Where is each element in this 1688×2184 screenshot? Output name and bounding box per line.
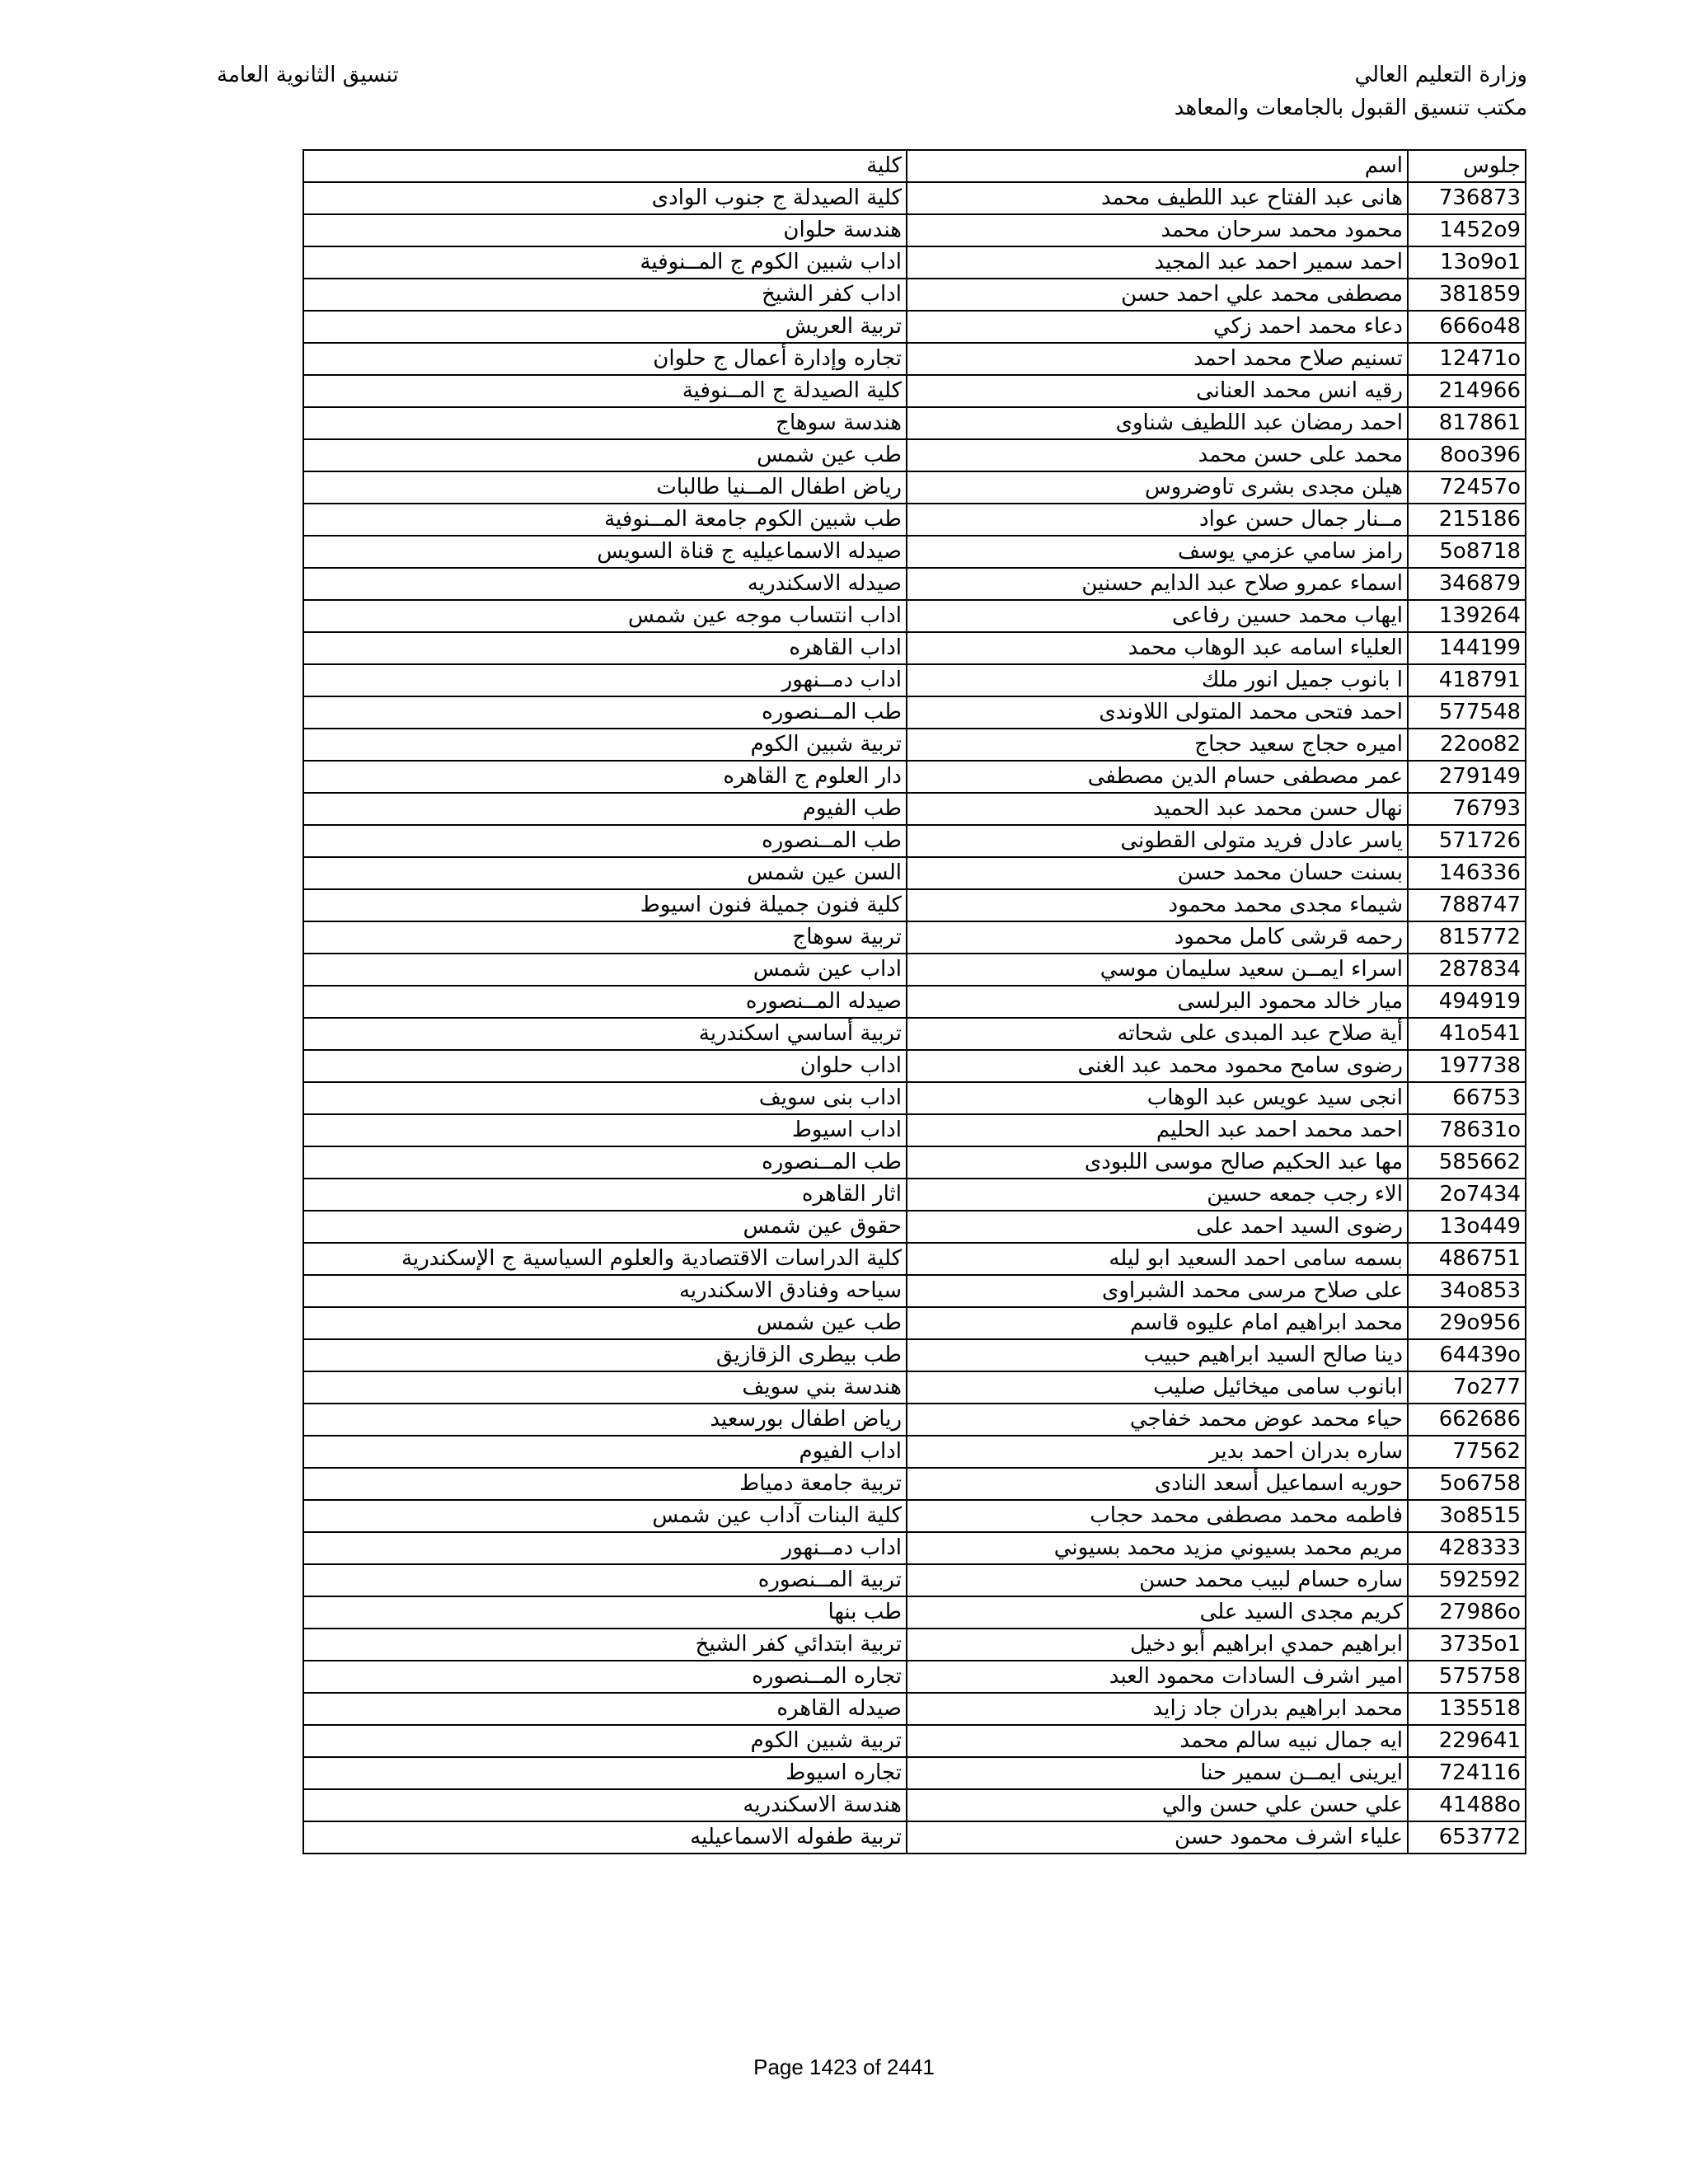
faculty-cell: طب المــنصوره bbox=[303, 696, 907, 729]
student-name-cell: دعاء محمد احمد زكي bbox=[907, 311, 1408, 343]
table-row bbox=[303, 279, 1526, 311]
seat-number-cell: 5o8718 bbox=[1408, 536, 1526, 568]
faculty-cell: كلية فنون جميلة فنون اسيوط bbox=[303, 889, 907, 921]
faculty-cell: طب بيطرى الزقازيق bbox=[303, 1339, 907, 1371]
seat-number-cell: 8oo396 bbox=[1408, 439, 1526, 471]
faculty-cell: تجاره المــنصوره bbox=[303, 1661, 907, 1693]
table-row bbox=[303, 793, 1526, 825]
table-row bbox=[303, 1114, 1526, 1146]
student-name-cell: ساره بدران احمد بدير bbox=[907, 1436, 1408, 1468]
student-name-cell: ا بانوب جميل انور ملك bbox=[907, 664, 1408, 696]
student-name-cell: حوريه اسماعيل أسعد النادى bbox=[907, 1468, 1408, 1500]
faculty-cell: تربية طفوله الاسماعيليه bbox=[303, 1821, 907, 1854]
student-name-cell: شيماء مجدى محمد محمود bbox=[907, 889, 1408, 921]
faculty-cell: رياض اطفال المــنيا طالبات bbox=[303, 471, 907, 504]
faculty-cell: اداب كفر الشيخ bbox=[303, 279, 907, 311]
student-name-cell: اميره حجاج سعيد حجاج bbox=[907, 729, 1408, 761]
table-row bbox=[303, 1371, 1526, 1404]
student-name-cell: رحمه قرشى كامل محمود bbox=[907, 921, 1408, 954]
student-name-cell: ايهاب محمد حسين رفاعى bbox=[907, 600, 1408, 632]
student-name-cell: اسراء ايمــن سعيد سليمان موسي bbox=[907, 954, 1408, 986]
faculty-cell: اداب انتساب موجه عين شمس bbox=[303, 600, 907, 632]
table-row bbox=[303, 1179, 1526, 1211]
seat-number-cell: 494919 bbox=[1408, 986, 1526, 1018]
seat-number-cell: 135518 bbox=[1408, 1693, 1526, 1725]
seat-number-cell: 66753 bbox=[1408, 1082, 1526, 1114]
faculty-cell: تجاره اسيوط bbox=[303, 1757, 907, 1789]
faculty-cell: حقوق عين شمس bbox=[303, 1211, 907, 1243]
faculty-cell: طب عين شمس bbox=[303, 1307, 907, 1339]
header-name: اسم bbox=[907, 150, 1408, 182]
student-name-cell: بسمه سامى احمد السعيد ابو ليله bbox=[907, 1243, 1408, 1275]
table-row bbox=[303, 729, 1526, 761]
seat-number-cell: 29o956 bbox=[1408, 1307, 1526, 1339]
student-name-cell: بسنت حسان محمد حسن bbox=[907, 857, 1408, 889]
table-row bbox=[303, 1307, 1526, 1339]
student-name-cell: ساره حسام لبيب محمد حسن bbox=[907, 1564, 1408, 1596]
table-row bbox=[303, 1693, 1526, 1725]
faculty-cell: كلية الصيدلة ج جنوب الوادى bbox=[303, 182, 907, 214]
student-name-cell: هيلن مجدى بشرى تاوضروس bbox=[907, 471, 1408, 504]
student-name-cell: رضوى السيد احمد على bbox=[907, 1211, 1408, 1243]
table-row bbox=[303, 761, 1526, 793]
faculty-cell: طب الفيوم bbox=[303, 793, 907, 825]
faculty-cell: صيدله المــنصوره bbox=[303, 986, 907, 1018]
faculty-cell: رياض اطفال بورسعيد bbox=[303, 1404, 907, 1436]
faculty-cell: تربية العريش bbox=[303, 311, 907, 343]
table-row bbox=[303, 825, 1526, 857]
table-row bbox=[303, 1725, 1526, 1757]
seat-number-cell: 197738 bbox=[1408, 1050, 1526, 1082]
student-name-cell: رامز سامي عزمي يوسف bbox=[907, 536, 1408, 568]
seat-number-cell: 653772 bbox=[1408, 1821, 1526, 1854]
seat-number-cell: 571726 bbox=[1408, 825, 1526, 857]
faculty-cell: كلية البنات آداب عين شمس bbox=[303, 1500, 907, 1532]
faculty-cell: كلية الدراسات الاقتصادية والعلوم السياسية ج الإسكندرية bbox=[303, 1243, 907, 1275]
student-name-cell: اسماء عمرو صلاح عبد الدايم حسنين bbox=[907, 568, 1408, 600]
student-name-cell: احمد رمضان عبد اللطيف شناوى bbox=[907, 407, 1408, 439]
table-row bbox=[303, 1436, 1526, 1468]
seat-number-cell: 815772 bbox=[1408, 921, 1526, 954]
student-name-cell: ايه جمال نبيه سالم محمد bbox=[907, 1725, 1408, 1757]
seat-number-cell: 287834 bbox=[1408, 954, 1526, 986]
table-row bbox=[303, 1211, 1526, 1243]
faculty-cell: تربية شبين الكوم bbox=[303, 1725, 907, 1757]
student-name-cell: احمد سمير احمد عبد المجيد bbox=[907, 246, 1408, 279]
student-name-cell: رقيه انس محمد العنانى bbox=[907, 375, 1408, 407]
faculty-cell: كلية الصيدلة ج المــنوفية bbox=[303, 375, 907, 407]
faculty-cell: تربية شبين الكوم bbox=[303, 729, 907, 761]
table-row bbox=[303, 1821, 1526, 1854]
student-name-cell: مــنار جمال حسن عواد bbox=[907, 504, 1408, 536]
seat-number-cell: 2o7434 bbox=[1408, 1179, 1526, 1211]
seat-number-cell: 788747 bbox=[1408, 889, 1526, 921]
table-row bbox=[303, 407, 1526, 439]
table-row bbox=[303, 1532, 1526, 1564]
seat-number-cell: 27986o bbox=[1408, 1596, 1526, 1629]
seat-number-cell: 64439o bbox=[1408, 1339, 1526, 1371]
seat-number-cell: 139264 bbox=[1408, 600, 1526, 632]
faculty-cell: تربية جامعة دمياط bbox=[303, 1468, 907, 1500]
seat-number-cell: 346879 bbox=[1408, 568, 1526, 600]
student-name-cell: حياء محمد عوض محمد خفاجي bbox=[907, 1404, 1408, 1436]
seat-number-cell: 3735o1 bbox=[1408, 1629, 1526, 1661]
table-row bbox=[303, 1018, 1526, 1050]
seat-number-cell: 41488o bbox=[1408, 1789, 1526, 1821]
seat-number-cell: 78631o bbox=[1408, 1114, 1526, 1146]
student-name-cell: نهال حسن محمد عبد الحميد bbox=[907, 793, 1408, 825]
student-name-cell: ابراهيم حمدي ابراهيم أبو دخيل bbox=[907, 1629, 1408, 1661]
table-row bbox=[303, 214, 1526, 246]
faculty-cell: اداب دمــنهور bbox=[303, 1532, 907, 1564]
seat-number-cell: 76793 bbox=[1408, 793, 1526, 825]
seat-number-cell: 144199 bbox=[1408, 632, 1526, 664]
student-name-cell: تسنيم صلاح محمد احمد bbox=[907, 343, 1408, 375]
table-row bbox=[303, 1629, 1526, 1661]
seat-number-cell: 575758 bbox=[1408, 1661, 1526, 1693]
student-name-cell: احمد فتحى محمد المتولى اللاوندى bbox=[907, 696, 1408, 729]
student-name-cell: محمد ابراهيم امام عليوه قاسم bbox=[907, 1307, 1408, 1339]
faculty-cell: صيدله الاسماعيليه ج قناة السويس bbox=[303, 536, 907, 568]
faculty-cell: سياحه وفنادق الاسكندريه bbox=[303, 1275, 907, 1307]
table-row bbox=[303, 1243, 1526, 1275]
table-row bbox=[303, 954, 1526, 986]
table-row bbox=[303, 921, 1526, 954]
seat-number-cell: 7o277 bbox=[1408, 1371, 1526, 1404]
table-body bbox=[303, 182, 1526, 1854]
table-row bbox=[303, 664, 1526, 696]
faculty-cell: صيدله الاسكندريه bbox=[303, 568, 907, 600]
seat-number-cell: 41o541 bbox=[1408, 1018, 1526, 1050]
faculty-cell: اثار القاهره bbox=[303, 1179, 907, 1211]
faculty-cell: اداب بنى سويف bbox=[303, 1082, 907, 1114]
seat-number-cell: 279149 bbox=[1408, 761, 1526, 793]
seat-number-cell: 5o6758 bbox=[1408, 1468, 1526, 1500]
faculty-cell: طب المــنصوره bbox=[303, 825, 907, 857]
student-name-cell: علي حسن علي حسن والي bbox=[907, 1789, 1408, 1821]
student-name-cell: ايرينى ايمــن سمير حنا bbox=[907, 1757, 1408, 1789]
table-row bbox=[303, 1468, 1526, 1500]
faculty-cell: طب شبين الكوم جامعة المــنوفية bbox=[303, 504, 907, 536]
seat-number-cell: 418791 bbox=[1408, 664, 1526, 696]
student-name-cell: احمد محمد احمد عبد الحليم bbox=[907, 1114, 1408, 1146]
seat-number-cell: 736873 bbox=[1408, 182, 1526, 214]
seat-number-cell: 724116 bbox=[1408, 1757, 1526, 1789]
table-row bbox=[303, 504, 1526, 536]
student-name-cell: عمر مصطفى حسام الدين مصطفى bbox=[907, 761, 1408, 793]
student-name-cell: ميار خالد محمود البرلسى bbox=[907, 986, 1408, 1018]
seat-number-cell: 13o9o1 bbox=[1408, 246, 1526, 279]
faculty-cell: السن عين شمس bbox=[303, 857, 907, 889]
seat-number-cell: 12471o bbox=[1408, 343, 1526, 375]
table-row bbox=[303, 246, 1526, 279]
seat-number-cell: 229641 bbox=[1408, 1725, 1526, 1757]
table-header-row bbox=[303, 150, 1526, 182]
seat-number-cell: 34o853 bbox=[1408, 1275, 1526, 1307]
seat-number-cell: 1452o9 bbox=[1408, 214, 1526, 246]
faculty-cell: اداب حلوان bbox=[303, 1050, 907, 1082]
table-row bbox=[303, 696, 1526, 729]
header-faculty: كلية bbox=[303, 150, 907, 182]
results-table bbox=[302, 149, 1526, 1854]
faculty-cell: دار العلوم ج القاهره bbox=[303, 761, 907, 793]
header-seat-number: جلوس bbox=[1408, 150, 1526, 182]
student-name-cell: مها عبد الحكيم صالح موسى اللبودى bbox=[907, 1146, 1408, 1179]
student-name-cell: انجى سيد عويس عبد الوهاب bbox=[907, 1082, 1408, 1114]
faculty-cell: تربية أساسي اسكندرية bbox=[303, 1018, 907, 1050]
seat-number-cell: 577548 bbox=[1408, 696, 1526, 729]
table-row bbox=[303, 536, 1526, 568]
table-row bbox=[303, 857, 1526, 889]
office-title: مكتب تنسيق القبول بالجامعات والمعاهد bbox=[1174, 96, 1527, 120]
seat-number-cell: 13o449 bbox=[1408, 1211, 1526, 1243]
faculty-cell: اداب القاهره bbox=[303, 632, 907, 664]
student-name-cell: الاء رجب جمعه حسين bbox=[907, 1179, 1408, 1211]
table-row bbox=[303, 1500, 1526, 1532]
table-row bbox=[303, 568, 1526, 600]
page-number: Page 1423 of 2441 bbox=[753, 2055, 935, 2079]
student-name-cell: ابانوب سامى ميخائيل صليب bbox=[907, 1371, 1408, 1404]
seat-number-cell: 146336 bbox=[1408, 857, 1526, 889]
table-row bbox=[303, 471, 1526, 504]
seat-number-cell: 662686 bbox=[1408, 1404, 1526, 1436]
table-row bbox=[303, 1082, 1526, 1114]
student-name-cell: هانى عبد الفتاح عبد اللطيف محمد bbox=[907, 182, 1408, 214]
seat-number-cell: 215186 bbox=[1408, 504, 1526, 536]
seat-number-cell: 214966 bbox=[1408, 375, 1526, 407]
student-name-cell: ياسر عادل فريد متولى القطونى bbox=[907, 825, 1408, 857]
seat-number-cell: 77562 bbox=[1408, 1436, 1526, 1468]
student-name-cell: امير اشرف السادات محمود العبد bbox=[907, 1661, 1408, 1693]
student-name-cell: رضوى سامح محمود محمد عبد الغنى bbox=[907, 1050, 1408, 1082]
table-row bbox=[303, 600, 1526, 632]
student-name-cell: محمود محمد سرحان محمد bbox=[907, 214, 1408, 246]
seat-number-cell: 428333 bbox=[1408, 1532, 1526, 1564]
table-row bbox=[303, 1050, 1526, 1082]
table-row bbox=[303, 1661, 1526, 1693]
student-name-cell: محمد ابراهيم بدران جاد زايد bbox=[907, 1693, 1408, 1725]
faculty-cell: اداب عين شمس bbox=[303, 954, 907, 986]
table-row bbox=[303, 1564, 1526, 1596]
student-name-cell: فاطمه محمد مصطفى محمد حجاب bbox=[907, 1500, 1408, 1532]
table-row bbox=[303, 632, 1526, 664]
table-row bbox=[303, 1339, 1526, 1371]
student-name-cell: العلياء اسامه عبد الوهاب محمد bbox=[907, 632, 1408, 664]
table-row bbox=[303, 889, 1526, 921]
table-row bbox=[303, 1757, 1526, 1789]
ministry-title: وزارة التعليم العالي bbox=[1354, 63, 1527, 87]
faculty-cell: اداب شبين الكوم ج المــنوفية bbox=[303, 246, 907, 279]
table-row bbox=[303, 1275, 1526, 1307]
table-row bbox=[303, 343, 1526, 375]
table-row bbox=[303, 986, 1526, 1018]
faculty-cell: طب عين شمس bbox=[303, 439, 907, 471]
table-row bbox=[303, 1596, 1526, 1629]
faculty-cell: هندسة بني سويف bbox=[303, 1371, 907, 1404]
seat-number-cell: 486751 bbox=[1408, 1243, 1526, 1275]
seat-number-cell: 3o8515 bbox=[1408, 1500, 1526, 1532]
student-name-cell: أية صلاح عبد المبدى على شحاته bbox=[907, 1018, 1408, 1050]
table-row bbox=[303, 1404, 1526, 1436]
table-row bbox=[303, 311, 1526, 343]
faculty-cell: هندسة حلوان bbox=[303, 214, 907, 246]
faculty-cell: تربية ابتدائي كفر الشيخ bbox=[303, 1629, 907, 1661]
student-name-cell: محمد على حسن محمد bbox=[907, 439, 1408, 471]
table-row bbox=[303, 182, 1526, 214]
faculty-cell: تربية المــنصوره bbox=[303, 1564, 907, 1596]
faculty-cell: اداب اسيوط bbox=[303, 1114, 907, 1146]
system-title: تنسيق الثانوية العامة bbox=[217, 63, 399, 87]
table-row bbox=[303, 1789, 1526, 1821]
seat-number-cell: 666o48 bbox=[1408, 311, 1526, 343]
seat-number-cell: 22oo82 bbox=[1408, 729, 1526, 761]
seat-number-cell: 72457o bbox=[1408, 471, 1526, 504]
student-name-cell: كريم مجدى السيد على bbox=[907, 1596, 1408, 1629]
student-name-cell: مصطفى محمد علي احمد حسن bbox=[907, 279, 1408, 311]
faculty-cell: اداب الفيوم bbox=[303, 1436, 907, 1468]
student-name-cell: على صلاح مرسى محمد الشبراوى bbox=[907, 1275, 1408, 1307]
faculty-cell: طب بنها bbox=[303, 1596, 907, 1629]
seat-number-cell: 585662 bbox=[1408, 1146, 1526, 1179]
table-row bbox=[303, 1146, 1526, 1179]
faculty-cell: صيدله القاهره bbox=[303, 1693, 907, 1725]
seat-number-cell: 592592 bbox=[1408, 1564, 1526, 1596]
faculty-cell: تربية سوهاج bbox=[303, 921, 907, 954]
faculty-cell: تجاره وإدارة أعمال ج حلوان bbox=[303, 343, 907, 375]
table-row bbox=[303, 439, 1526, 471]
student-name-cell: دينا صالح السيد ابراهيم حبيب bbox=[907, 1339, 1408, 1371]
faculty-cell: اداب دمــنهور bbox=[303, 664, 907, 696]
student-name-cell: علياء اشرف محمود حسن bbox=[907, 1821, 1408, 1854]
seat-number-cell: 381859 bbox=[1408, 279, 1526, 311]
student-name-cell: مريم محمد بسيوني مزيد محمد بسيوني bbox=[907, 1532, 1408, 1564]
faculty-cell: هندسة سوهاج bbox=[303, 407, 907, 439]
faculty-cell: هندسة الاسكندريه bbox=[303, 1789, 907, 1821]
faculty-cell: طب المــنصوره bbox=[303, 1146, 907, 1179]
table-row bbox=[303, 375, 1526, 407]
seat-number-cell: 817861 bbox=[1408, 407, 1526, 439]
